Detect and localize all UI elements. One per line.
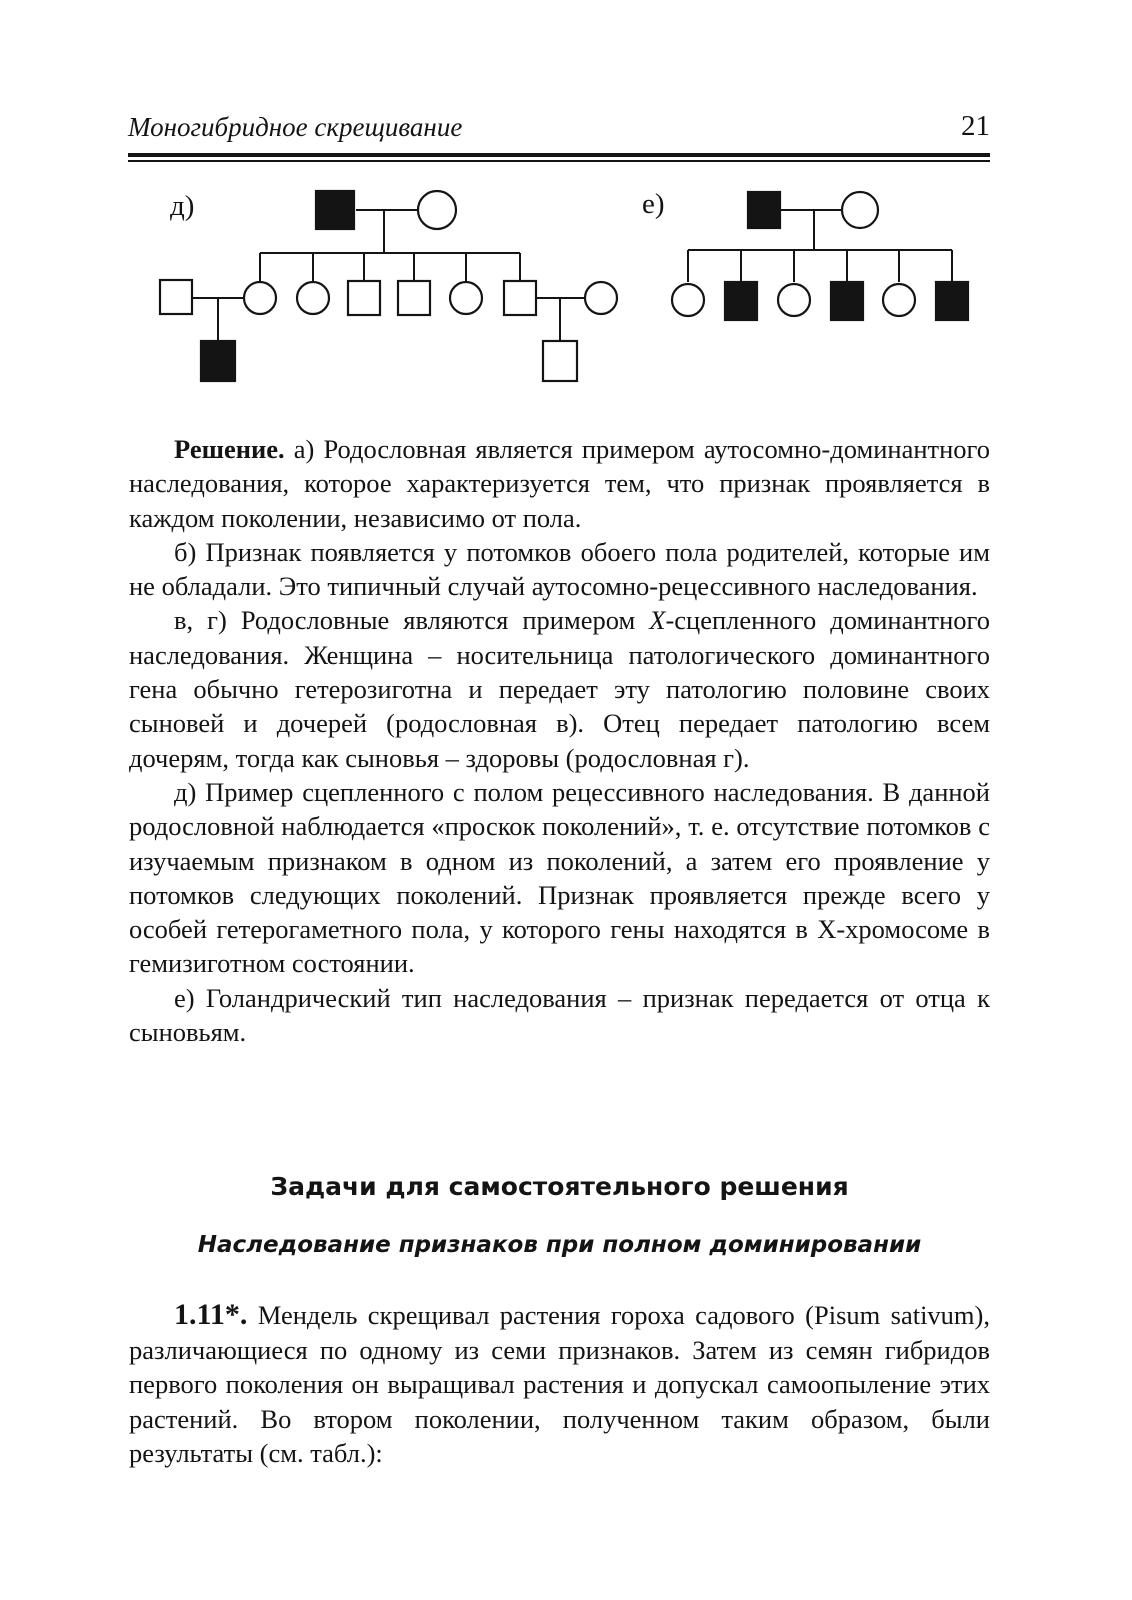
problem-number: 1.11*. [174, 1298, 248, 1331]
ped-d-son-2 [398, 281, 430, 315]
ped-e-son-affected-2 [831, 282, 863, 320]
solution-paragraph-vg [129, 603, 990, 774]
solution-text [129, 432, 990, 1049]
ped-d-daughter-in-law-right [585, 282, 617, 314]
ped-d-grandson-affected [201, 341, 235, 381]
solution-vg-after: -сцепленного доминантного наследования. Женщина – носительница патологического доминантного гена обычно гетерозиготна и передает эту патологию половине своих сыновей и дочерей (родословная в). Отец передает патологию всем дочерям, тогда как сыновья – здоровы (родословная г). [129, 605, 990, 773]
solution-a-text: а) Родословная является примером аутосомно-доминантного наследования, которое характеризуется тем, что признак проявляется в каждом поколении, независимо от пола. [129, 434, 990, 533]
header-rule-thin [128, 160, 990, 162]
running-head [128, 108, 990, 148]
page-number: 21 [961, 110, 990, 142]
section-title: Задачи для самостоятельного решения [270, 1172, 849, 1201]
ped-d-daughter-1 [244, 282, 276, 314]
ped-e-daughter-1 [672, 284, 704, 316]
pedigree-diagrams [0, 165, 1132, 415]
problem-text: Мендель скрещивал растения гороха садового (Pisum sativum), различающиеся по одному из семи признаков. Затем из семян гибридов первого поколения он выращивал растения и допускал самоопыление этих растений. Во втором поколении, полученном таким образом, были результаты (см. табл.): [129, 1300, 990, 1468]
running-title: Моногибридное скрещивание [128, 112, 463, 142]
solution-vg-before: в, г) Родословные являются примером [174, 605, 650, 636]
ped-d-grandson-unaffected [543, 341, 577, 381]
ped-d-son-1 [348, 281, 380, 315]
ped-e-son-affected-3 [936, 282, 968, 320]
ped-d-father-affected [316, 191, 354, 229]
problem-1-11 [129, 1298, 990, 1471]
ped-d-son-3 [504, 281, 536, 315]
subsection-title: Наследование признаков при полном доминировании [197, 1232, 922, 1258]
solution-paragraph-a [129, 432, 990, 535]
problem-paragraph [129, 1298, 990, 1471]
ped-d-daughter-2 [297, 282, 329, 314]
ped-e-father-affected [748, 192, 780, 228]
pedigree-d-label: д) [170, 190, 195, 222]
solution-paragraph-b: б) Признак появляется у потомков обоего пола родителей, которые им не обладали. Это типичный случай аутосомно-рецессивного наследования. [129, 536, 990, 602]
solution-lead: Решение. [174, 434, 285, 464]
solution-vg-x: X [649, 605, 666, 636]
solution-paragraph-e: е) Голандрический тип наследования – признак передается от отца к сыновьям. [129, 982, 990, 1048]
ped-e-mother [842, 192, 878, 228]
ped-e-daughter-3 [883, 284, 915, 316]
ped-e-daughter-2 [778, 284, 810, 316]
solution-paragraph-d: д) Пример сцепленного с полом рецессивного наследования. В данной родословной наблюдается «проскок поколений», т. е. отсутствие потомков с изучаемым признаком в одном из поколений, а затем его проявление у потомков следующих поколений. Признак проявляется прежде всего у особей гетерогаметного пола, у которого гены находятся в X-хромосоме в гемизиготном состоянии. [129, 776, 990, 979]
ped-e-son-affected-1 [725, 282, 757, 320]
pedigree-e-label: е) [642, 188, 665, 220]
ped-d-daughter-3 [450, 282, 482, 314]
header-rule-thick [128, 153, 990, 157]
ped-d-mother [418, 191, 456, 229]
ped-d-son-in-law-left [160, 280, 192, 314]
